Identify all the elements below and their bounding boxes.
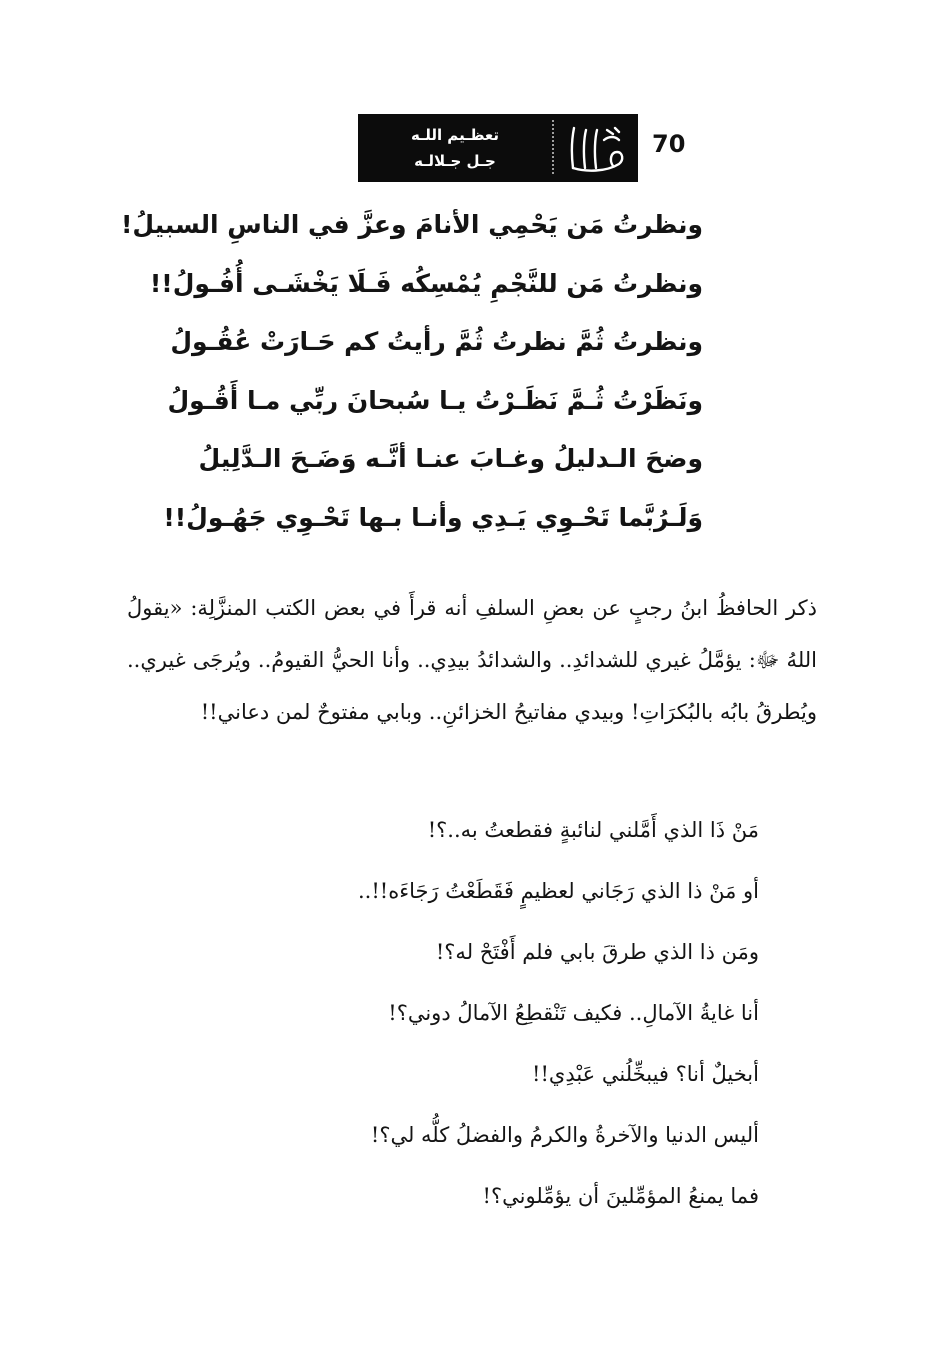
allah-calligraphy-icon-svg [561,122,631,174]
saying-line: ومَن ذا الذي طرقَ بابي فلم أَفْتَحْ له؟! [435,940,759,964]
saying-line: أبخيلٌ أنا؟ فيبخِّلُني عَبْدِي!! [532,1062,759,1086]
saying-line: مَنْ ذَا الذي أَمَّلني لنائبةٍ فقطعتُ به..؟! [427,818,759,842]
body-paragraph: ذكر الحافظُ ابنُ رجبٍ عن بعضِ السلفِ أنه قرأَ في بعض الكتب المنزَّلِة: «يقولُ اللهُ ﷻ: يؤمَّلُ غيري للشدائدِ.. والشدائدُ بيدِي.. وأنا الحيُّ القيومُ.. ويُرجَى غيري.. ويُطرقُ بابُه بالبُكرَاتِ! وبيدي مفاتيحُ الخزائنِ.. وبابي مفتوحٌ لمن دعاني!! [127,596,817,724]
poem-line: ونظرتُ مَن يَحْمِي الأنامَ وعزَّ في الناسِ السبيلُ! [121,210,703,239]
allah-calligraphy-icon [554,114,638,182]
poem-line: ونظرتُ ثُمَّ نظرتُ ثُمَّ رأيتُ كم حَـارَتْ عُقُـولُ [170,327,703,357]
title-divider [552,120,554,176]
saying-line: أنا غايةُ الآمالِ.. فكيف تَنْقطِعُ الآمالُ دوني؟! [388,1001,759,1025]
saying-line: أو مَنْ ذا الذي رَجَاني لعظيمٍ فَقَطَعْتُ رَجَاءَه!!.. [357,879,759,903]
page-number: 70 [652,130,686,158]
chapter-title-line-1: تعظـيم اللـه [410,126,500,144]
poem [121,196,703,548]
divine-sayings [299,800,759,1227]
poem-line: وضحَ الـدليلُ وغـابَ عنـا أنَّـه وَضَـحَ الـدَّلِيلُ [198,444,703,474]
chapter-title-line-2: جـل جـلالـه [414,152,496,170]
poem-line: ونظرتُ مَن للنَّجْمِ يُمْسِكُه فَـلَا يَخْشَـى أُفُـولُ!! [149,268,703,298]
chapter-title-banner [358,114,638,182]
poem-line: وَلَـرُبَّما تَحْـوِي يَـدِي وأنـا بـها تَحْـوِي جَهُـولُ!! [163,502,703,532]
saying-line: أليس الدنيا والآخرةُ والكرمُ والفضلُ كلُّه لي؟! [370,1123,759,1147]
chapter-title [358,114,552,182]
saying-line: فما يمنعُ المؤمِّلينَ أن يؤمِّلوني؟! [482,1184,759,1208]
poem-line: ونَظَرْتُ ثُـمَّ نَظَـرْتُ يـا سُبحانَ ربِّي مـا أَقُـولُ [167,385,703,415]
